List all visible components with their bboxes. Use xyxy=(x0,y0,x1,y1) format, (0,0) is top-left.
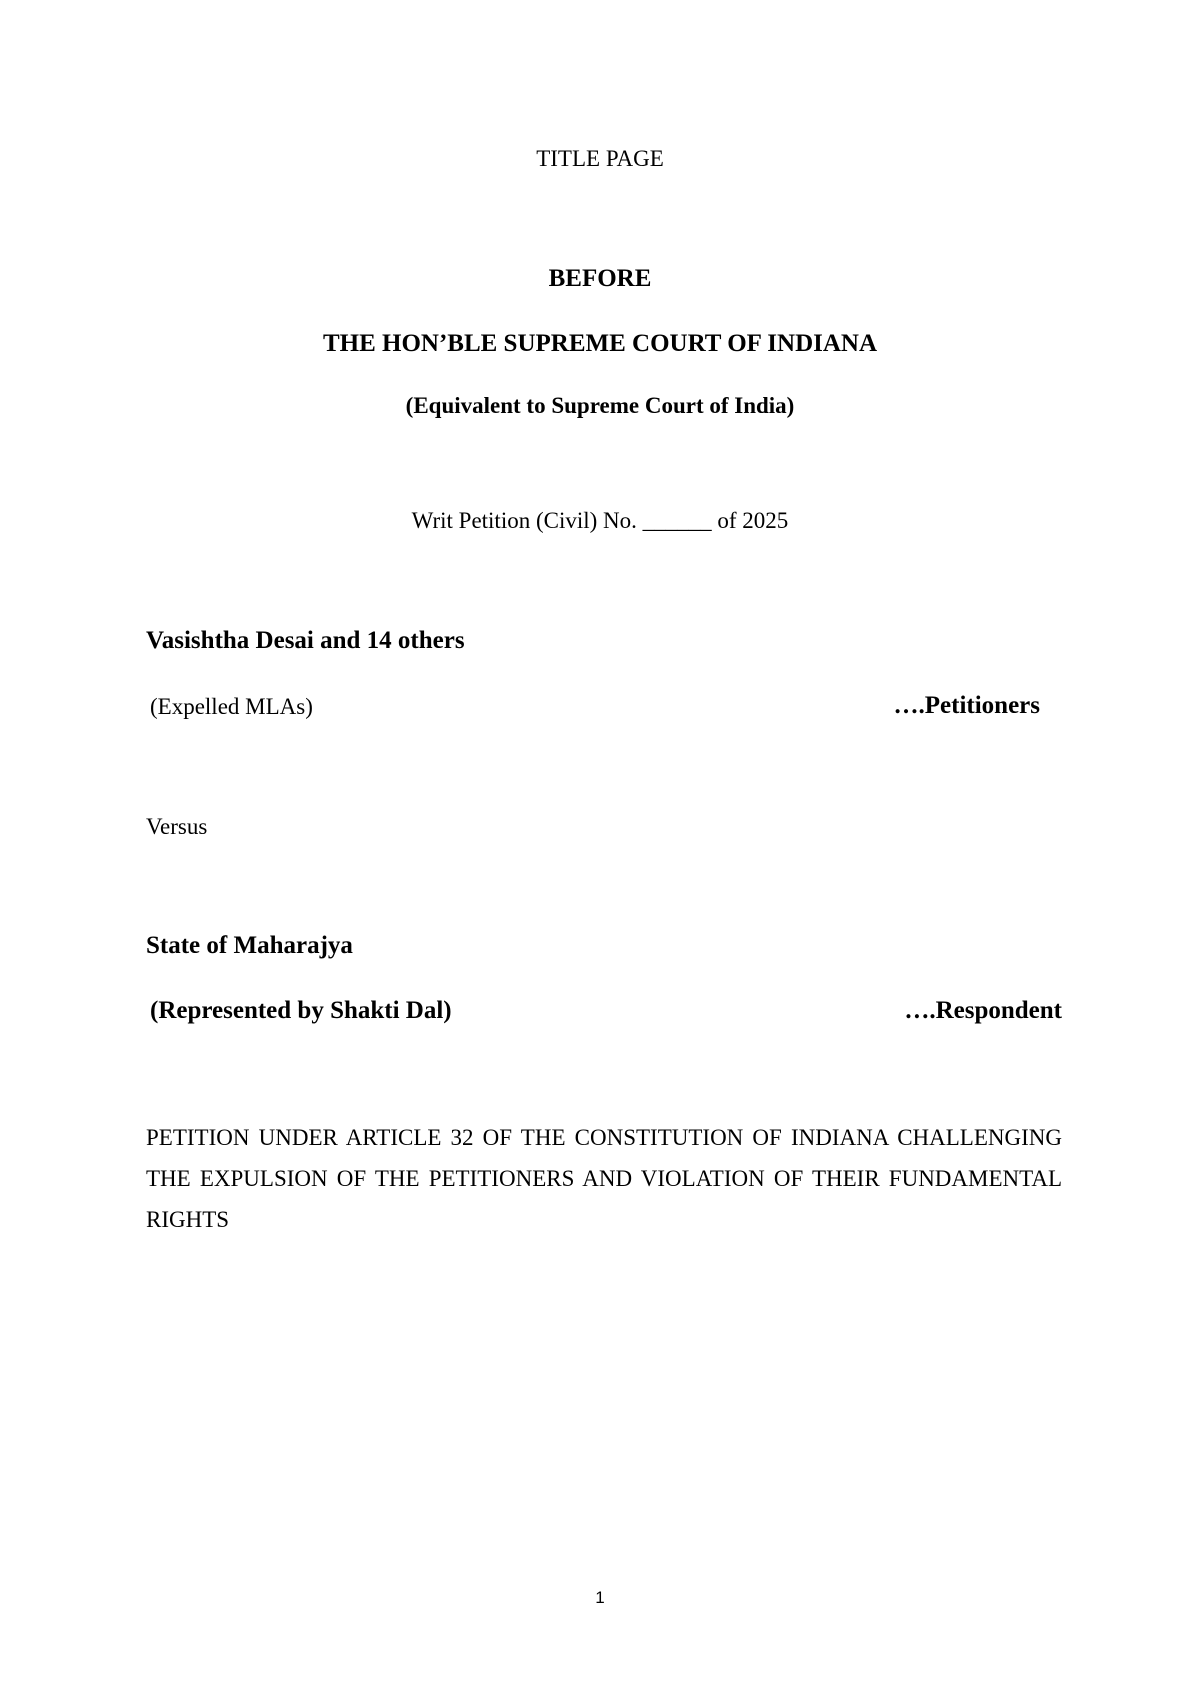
title-page-label: TITLE PAGE xyxy=(536,146,664,171)
page-number: 1 xyxy=(595,1588,605,1607)
petitioner-name: Vasishtha Desai and 14 others xyxy=(146,627,465,654)
petitioner-role: ….Petitioners xyxy=(893,692,1040,719)
before-heading: BEFORE xyxy=(548,265,652,292)
court-equivalent-note: (Equivalent to Supreme Court of India) xyxy=(405,393,795,418)
court-name: THE HON’BLE SUPREME COURT OF INDIANA xyxy=(322,330,878,357)
respondent-role: ….Respondent xyxy=(904,997,1062,1024)
versus-label: Versus xyxy=(146,814,208,839)
writ-petition-number: Writ Petition (Civil) No. ______ of 2025 xyxy=(411,508,789,533)
respondent-name: State of Maharajya xyxy=(146,932,353,959)
respondent-description: (Represented by Shakti Dal) xyxy=(150,997,452,1024)
petition-subject: PETITION UNDER ARTICLE 32 OF THE CONSTITUTION OF INDIANA CHALLENGING THE EXPULSION OF THE PETITIONERS AND VIOLATION OF THEIR FUNDAMENTAL RIGHTS xyxy=(146,1125,1062,1232)
petitioner-description: (Expelled MLAs) xyxy=(150,694,313,719)
